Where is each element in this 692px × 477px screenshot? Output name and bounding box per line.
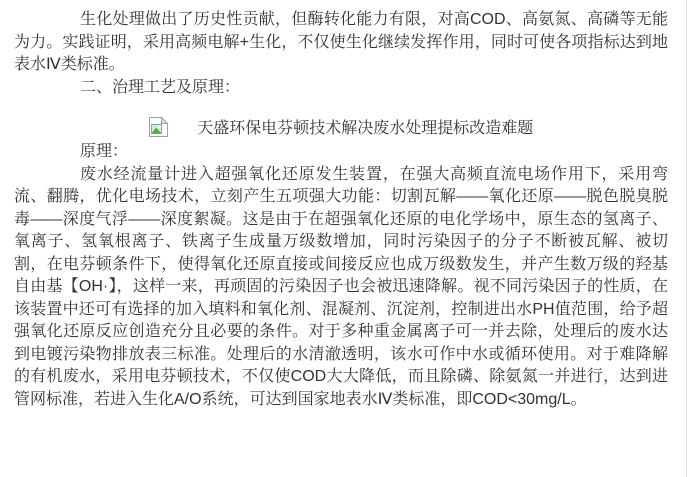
principle-label: 原理： bbox=[80, 143, 129, 160]
principle-paragraph: 废水经流量计进入超强氧化还原发生装置，在强大高频直流电场作用下，采用弯流、翻腾，优化电场技术，立刻产生五项强大功能：切割瓦解——氧化还原——脱色脱臭脱毒——深度气浮——深度絮凝。这是由于在超强氧化还原的电化学场中，原生态的氢离子、氧离子、氢氧根离子、铁离子生成量万级数增加，同时污染因子的分子不断被瓦解、被切割，在电芬顿条件下，使得氧化还原直接或间接反应也成万级数发生，并产生数万级的羟基自由基【OH·】，这样一来，再顽固的污染因子也会被迅速降解。视不同污染因子的性质，在该装置中还可有选择的加入填料和氧化剂、混凝剂、沉淀剂，控制进出水PH值范围，给予超强氧化还原反应创造充分且必要的条件。对于多种重金属离子可一并去除，处理后的废水达到电镀污染物排放表三标准。处理后的水清澈透明，该水可作中水或循环使用。对于难降解的有机废水，采用电芬顿技术，不仅使COD大大降低，而且除磷、除氨氮一并进行，达到进管网标准，若进入生化A/O系统，可达到国家地表水Ⅳ类标准，即COD<30mg/L。 bbox=[14, 165, 668, 408]
content-right-divider bbox=[686, 0, 687, 477]
image-caption-text: 天盛环保电芬顿技术解决废水处理提标改造难题 bbox=[197, 120, 534, 137]
section-heading: 二、治理工艺及原理： bbox=[80, 78, 241, 96]
image-caption-line bbox=[14, 117, 668, 141]
intro-paragraph: 生化处理做出了历史性贡献，但酶转化能力有限，对高COD、高氨氮、高磷等无能为力。实践证明，采用高频电解+生化，不仅使生化继续发挥作用，同时可使各项指标达到地表水Ⅳ类标准。 bbox=[14, 11, 668, 73]
broken-image-icon bbox=[149, 117, 168, 137]
